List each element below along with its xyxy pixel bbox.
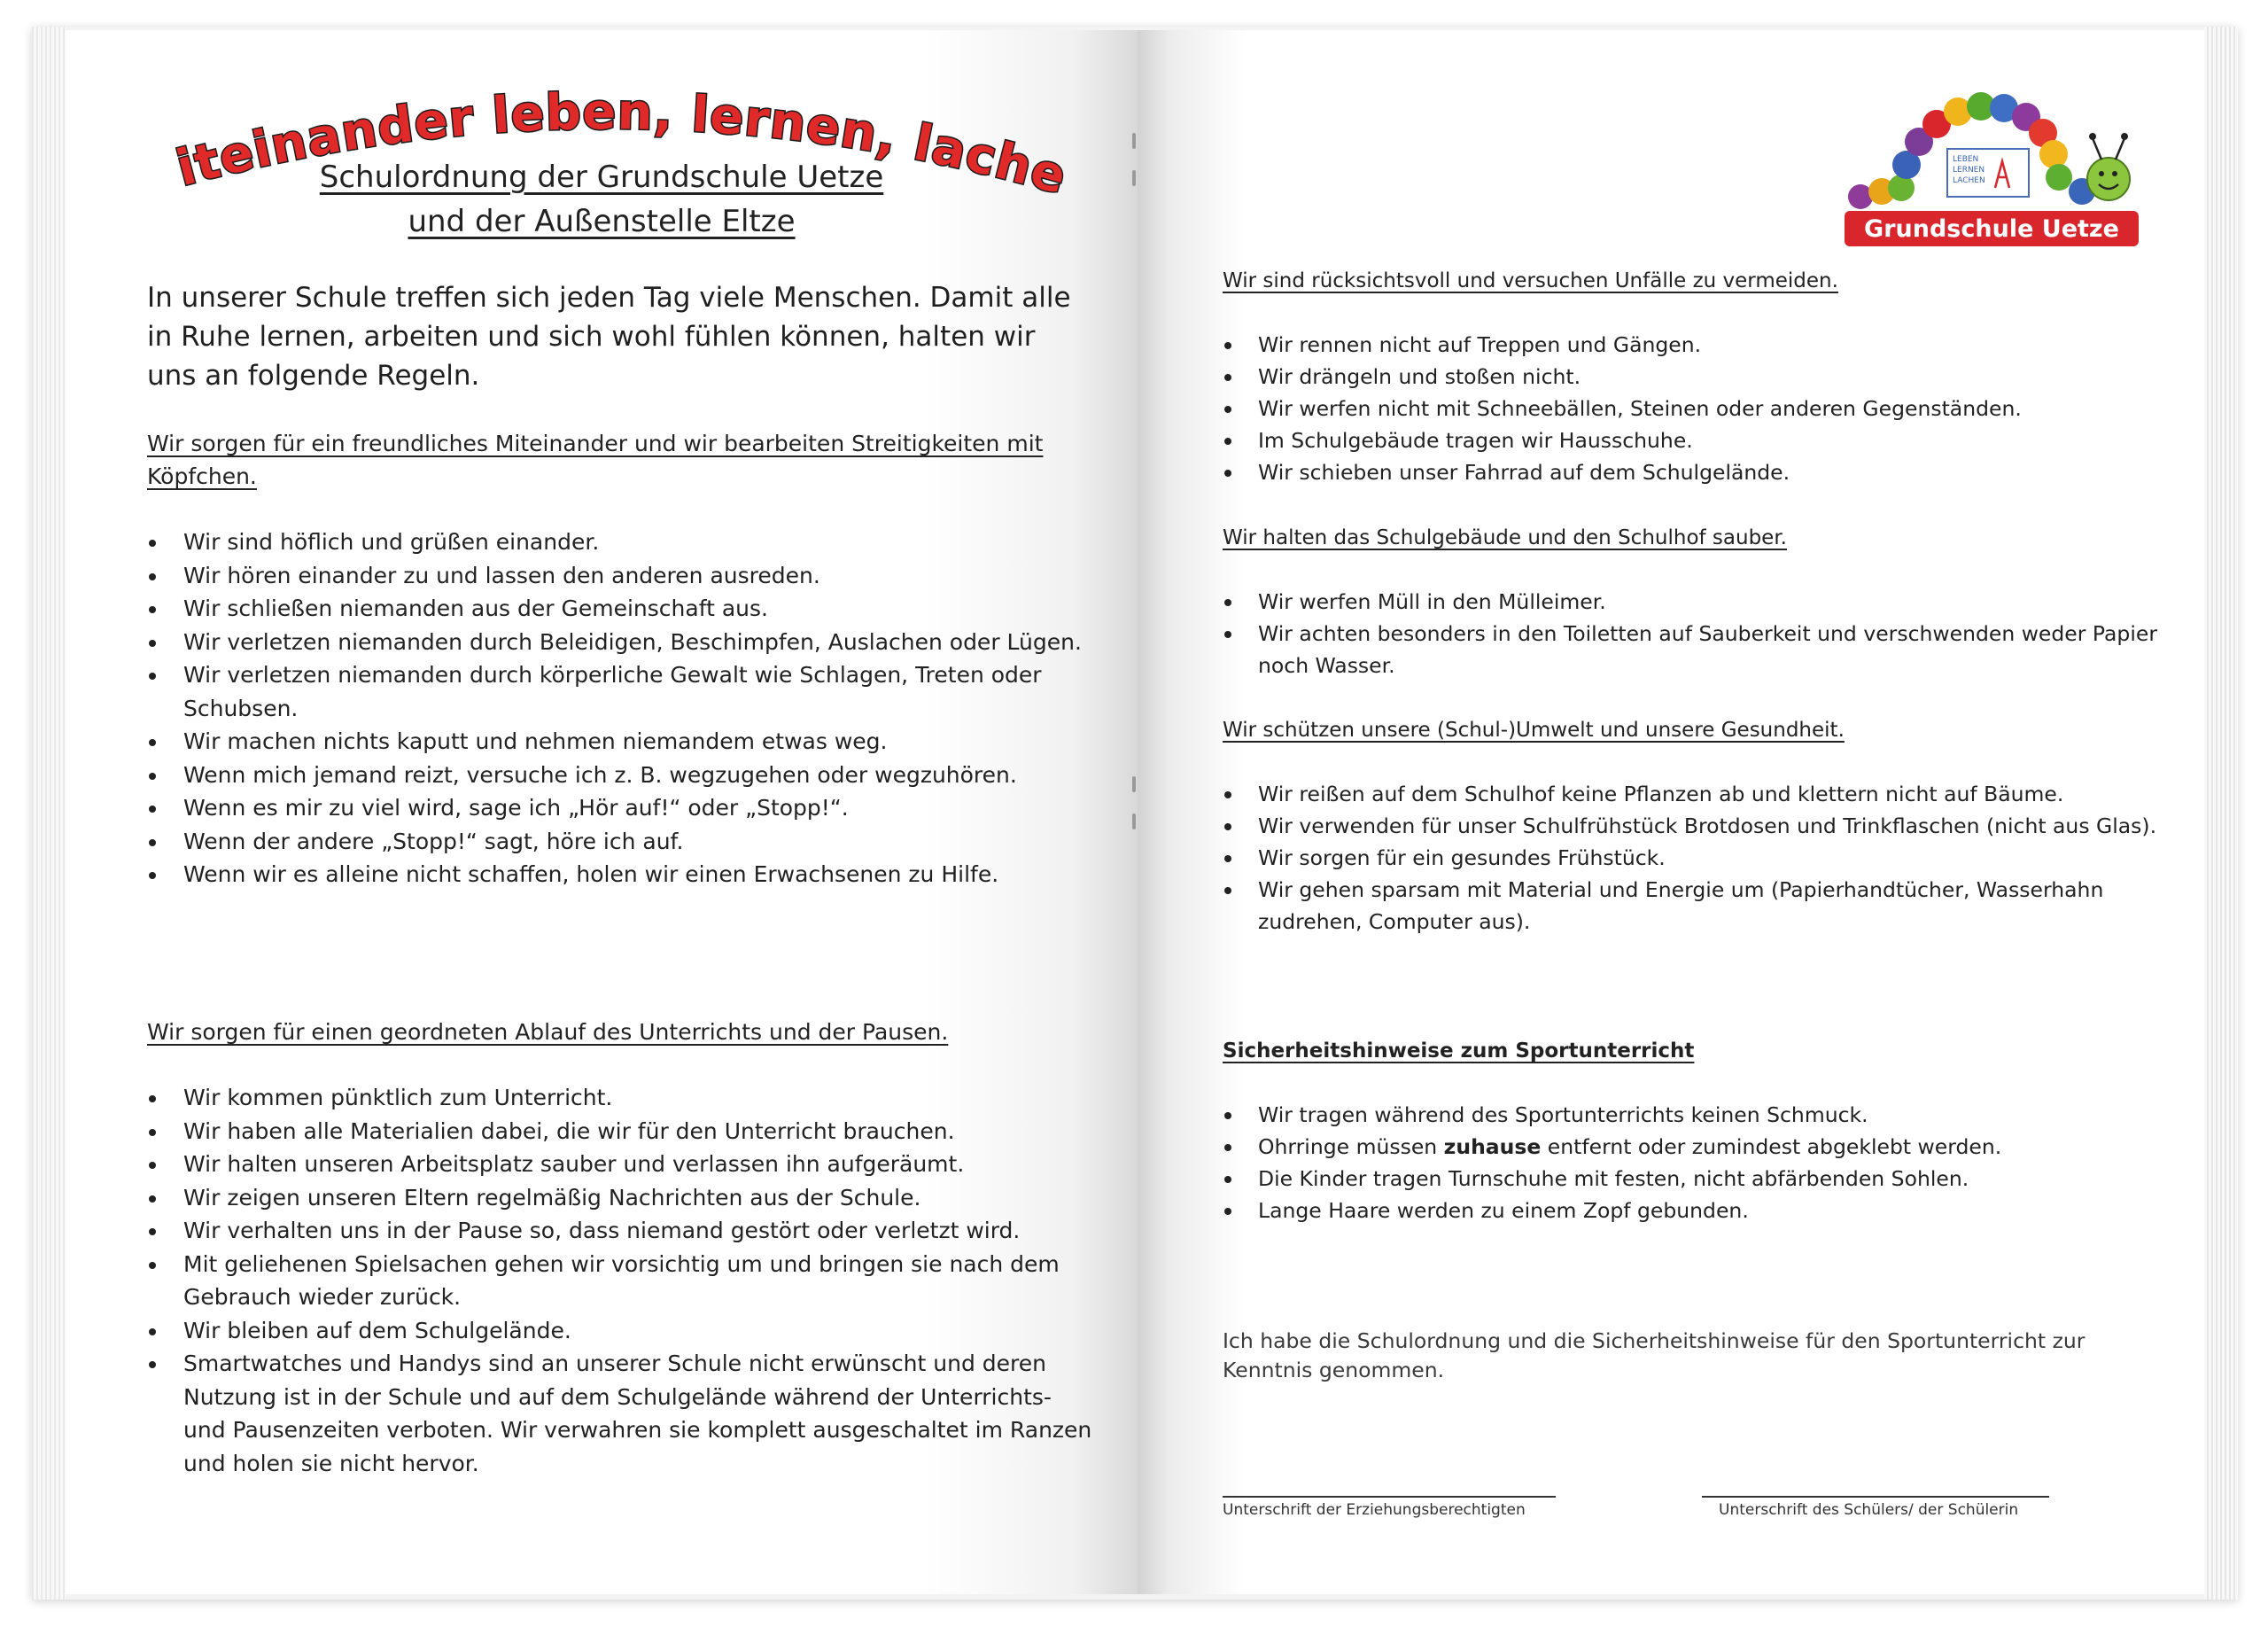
- list-item: Wenn der andere „Stopp!“ sagt, höre ich auf.: [147, 825, 1095, 859]
- bullet-icon: [149, 640, 156, 647]
- list-item: Wir verletzen niemanden durch Beleidigen, Beschimpfen, Auslachen oder Lügen.: [147, 626, 1095, 659]
- bullet-icon: [1224, 1112, 1231, 1119]
- list-item: Wir gehen sparsam mit Material und Energie um (Papierhandtücher, Wasserhahn zudrehen, Computer aus).: [1223, 874, 2162, 938]
- rule-list: [147, 525, 1095, 891]
- acknowledgement-text: Ich habe die Schulordnung und die Sicherheitshinweise für den Sportunterricht zur Kenntnis genommen.: [1223, 1328, 2085, 1382]
- signature-label-student: Unterschrift des Schülers/ der Schülerin: [1719, 1501, 2019, 1519]
- list-item: Wir reißen auf dem Schulhof keine Pflanzen ab und klettern nicht auf Bäume.: [1223, 778, 2162, 810]
- section-heading: Sicherheitshinweise zum Sportunterricht: [1223, 1039, 1695, 1063]
- bullet-icon: [1224, 406, 1231, 413]
- section-umwelt: [1223, 715, 2162, 938]
- bullet-icon: [1224, 374, 1231, 381]
- emphasis-zuhause: zuhause: [1443, 1134, 1542, 1159]
- signature-label-parent: Unterschrift der Erziehungsberechtigten: [1223, 1501, 1526, 1519]
- section-heading: Wir sorgen für einen geordneten Ablauf des Unterrichts und der Pausen.: [147, 1019, 949, 1045]
- bullet-icon: [149, 1195, 156, 1203]
- bullet-icon: [149, 1095, 156, 1102]
- logo-board-line1: LEBEN: [1953, 155, 1979, 164]
- bullet-icon: [1224, 1176, 1231, 1183]
- bullet-icon: [1224, 631, 1231, 638]
- staple-mark: [1132, 776, 1136, 792]
- list-item: Wir verletzen niemanden durch körperliche Gewalt wie Schlagen, Treten oder Schubsen.: [147, 658, 1095, 725]
- list-item: Wir sind höflich und grüßen einander.: [147, 525, 1095, 559]
- list-item: Lange Haare werden zu einem Zopf gebunden.: [1223, 1195, 2162, 1226]
- bullet-icon: [149, 673, 156, 680]
- staple-mark: [1132, 814, 1136, 829]
- intro-paragraph: In unserer Schule treffen sich jeden Tag viele Menschen. Damit alle in Ruhe lernen, arbeiten und sich wohl fühlen können, halten wir uns an folgende Regeln.: [147, 282, 1071, 392]
- bullet-icon: [1224, 1144, 1231, 1151]
- list-item: Wir bleiben auf dem Schulgelände.: [147, 1314, 1095, 1348]
- bullet-icon: [1224, 599, 1231, 606]
- logo-school-name: Grundschule Uetze: [1864, 215, 2119, 243]
- bullet-icon: [149, 1162, 156, 1169]
- rule-list: [1223, 586, 2162, 681]
- section-heading: Wir sorgen für ein freundliches Miteinander und wir bearbeiten Streitigkeiten mit Köpfchen.: [147, 431, 1044, 489]
- bullet-icon: [1224, 887, 1231, 894]
- page-subtitle-line2: und der Außenstelle Eltze: [408, 204, 796, 239]
- list-item: Wir achten besonders in den Toiletten auf Sauberkeit und verschwenden weder Papier noch Wasser.: [1223, 618, 2162, 681]
- page-edges-left: [32, 27, 66, 1600]
- section-sport: [1223, 1036, 2162, 1226]
- list-item: Wir schließen niemanden aus der Gemeinschaft aus.: [147, 592, 1095, 626]
- bullet-icon: [1224, 791, 1231, 798]
- list-item: Wir verwenden für unser Schulfrühstück Brotdosen und Trinkflaschen (nicht aus Glas).: [1223, 810, 2162, 842]
- list-item: Wir drängeln und stoßen nicht.: [1223, 361, 2162, 393]
- list-item: Wenn es mir zu viel wird, sage ich „Hör auf!“ oder „Stopp!“.: [147, 791, 1095, 825]
- list-item: Wir sorgen für ein gesundes Frühstück.: [1223, 842, 2162, 874]
- list-item: Wir verhalten uns in der Pause so, dass niemand gestört oder verletzt wird.: [147, 1214, 1095, 1248]
- rule-list: [1223, 329, 2162, 488]
- rule-list: [1223, 1099, 2162, 1226]
- bullet-icon: [149, 773, 156, 780]
- logo-board-line2: LERNEN: [1953, 166, 1985, 175]
- logo-board-line3: LACHEN: [1953, 176, 1985, 185]
- page-edges-right: [2204, 27, 2238, 1600]
- bullet-icon: [1224, 855, 1231, 862]
- school-logo: [1843, 92, 2140, 269]
- list-item: Wenn mich jemand reizt, versuche ich z. B. wegzugehen oder wegzuhören.: [147, 759, 1095, 792]
- staple-mark: [1132, 170, 1136, 186]
- bullet-icon: [149, 739, 156, 746]
- bullet-icon: [1224, 438, 1231, 445]
- section-heading: Wir halten das Schulgebäude und den Schulhof sauber.: [1223, 526, 1787, 549]
- bullet-icon: [149, 1328, 156, 1335]
- left-page: [66, 30, 1138, 1594]
- list-item: Wir werfen nicht mit Schneebällen, Steinen oder anderen Gegenständen.: [1223, 393, 2162, 424]
- bullet-icon: [149, 1228, 156, 1235]
- page-subtitle-line1: Schulordnung der Grundschule Uetze: [319, 160, 884, 195]
- bullet-icon: [149, 839, 156, 846]
- bullet-icon: [149, 806, 156, 813]
- bullet-icon: [149, 573, 156, 580]
- section-sauberkeit: [1223, 523, 2162, 681]
- school-logo-svg: [1843, 92, 2140, 269]
- list-item: Smartwatches und Handys sind an unserer Schule nicht erwünscht und deren Nutzung ist in der Schule und auf dem Schulgelände während der Unterrichts- und Pausenzeiten verboten. Wir verwahren sie komplett ausgeschaltet im Ranzen und holen sie nicht hervor.: [147, 1347, 1095, 1480]
- list-item: Wir haben alle Materialien dabei, die wir für den Unterricht brauchen.: [147, 1115, 1095, 1148]
- list-item: Wir tragen während des Sportunterrichts keinen Schmuck.: [1223, 1099, 2162, 1131]
- banner-title-text: Miteinander leben, lernen, lachen: [151, 34, 1074, 206]
- rule-list: [1223, 778, 2162, 938]
- bullet-icon: [149, 606, 156, 613]
- section-heading: Wir sind rücksichtsvoll und versuchen Unfälle zu vermeiden.: [1223, 269, 1838, 292]
- list-item: Wir machen nichts kaputt und nehmen niemandem etwas weg.: [147, 725, 1095, 759]
- bullet-icon: [1224, 470, 1231, 477]
- bullet-icon: [1224, 1208, 1231, 1215]
- section-heading: Wir schützen unsere (Schul-)Umwelt und unsere Gesundheit.: [1223, 719, 1845, 742]
- staple-mark: [1132, 133, 1136, 149]
- list-item: Wir rennen nicht auf Treppen und Gängen.: [1223, 329, 2162, 361]
- bullet-icon: [1224, 823, 1231, 830]
- list-item: Im Schulgebäude tragen wir Hausschuhe.: [1223, 424, 2162, 456]
- bullet-icon: [149, 1361, 156, 1368]
- list-item: Wir schieben unser Fahrrad auf dem Schulgelände.: [1223, 456, 2162, 488]
- list-item: Wenn wir es alleine nicht schaffen, holen wir einen Erwachsenen zu Hilfe.: [147, 858, 1095, 891]
- section-miteinander: [147, 427, 1095, 891]
- bullet-icon: [149, 1262, 156, 1269]
- bullet-icon: [149, 872, 156, 879]
- list-item: Wir hören einander zu und lassen den anderen ausreden.: [147, 559, 1095, 593]
- list-item: Mit geliehenen Spielsachen gehen wir vorsichtig um und bringen sie nach dem Gebrauch wieder zurück.: [147, 1248, 1095, 1314]
- bullet-icon: [1224, 342, 1231, 349]
- list-item: Wir zeigen unseren Eltern regelmäßig Nachrichten aus der Schule.: [147, 1181, 1095, 1215]
- list-item: Ohrringe müssen zuhause entfernt oder zumindest abgeklebt werden.: [1223, 1131, 2162, 1163]
- list-item: Die Kinder tragen Turnschuhe mit festen, nicht abfärbenden Sohlen.: [1223, 1163, 2162, 1195]
- bullet-icon: [149, 540, 156, 547]
- list-item: Wir kommen pünktlich zum Unterricht.: [147, 1081, 1095, 1115]
- signature-line-parent[interactable]: [1223, 1496, 1556, 1498]
- section-unfaelle: [1223, 266, 2162, 488]
- right-page: [1138, 30, 2204, 1594]
- list-item: Wir werfen Müll in den Mülleimer.: [1223, 586, 2162, 618]
- signature-line-student[interactable]: [1702, 1496, 2049, 1498]
- section-ablauf: [147, 1016, 1095, 1480]
- bullet-icon: [149, 1129, 156, 1136]
- list-item: Wir halten unseren Arbeitsplatz sauber und verlassen ihn aufgeräumt.: [147, 1148, 1095, 1181]
- rule-list: [147, 1081, 1095, 1480]
